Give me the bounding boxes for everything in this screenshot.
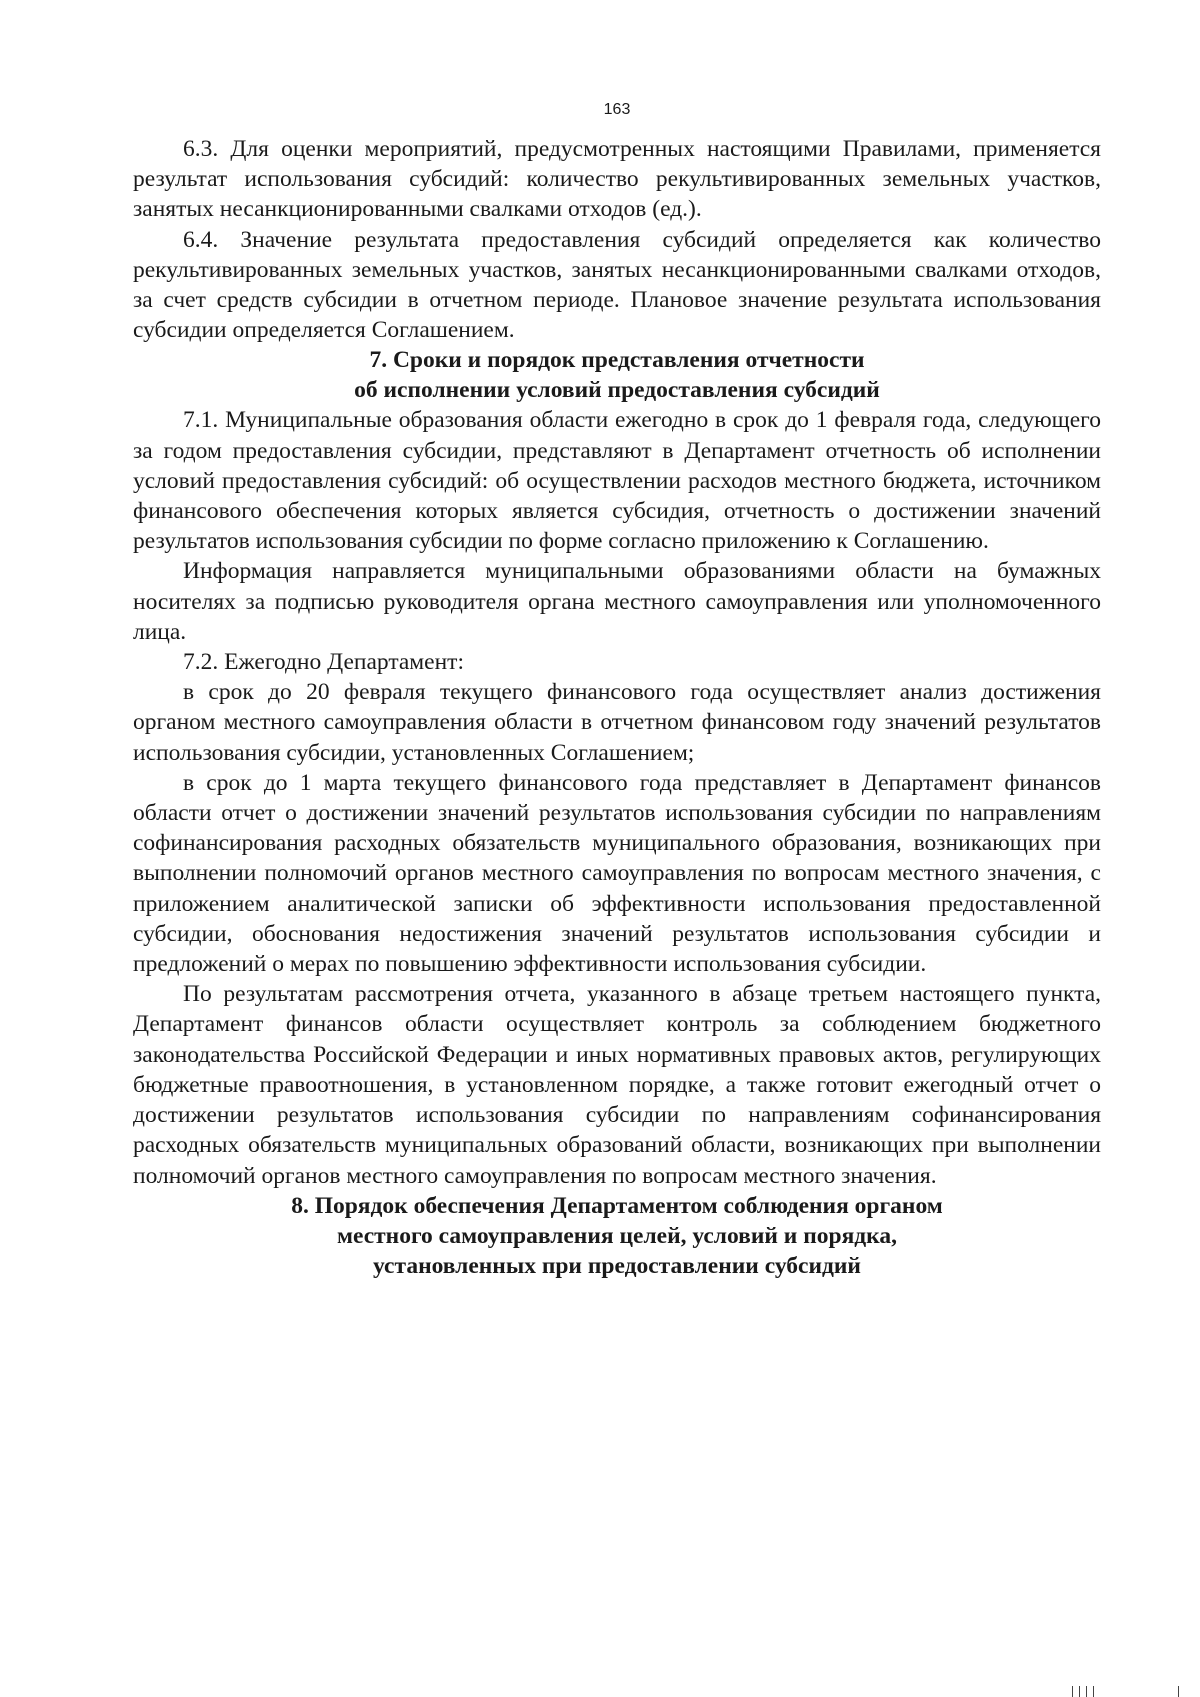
paragraph-information: Информация направляется муниципальными образованиями области на бумажных носителях за подписью руководителя органа местного самоуправления или уполномоченного лица. bbox=[133, 558, 1101, 645]
paragraph-6-3: 6.3. Для оценки мероприятий, предусмотренных настоящими Правилами, применяется результат использования субсидий: количество рекультивированных земельных участков, занятых несанкционированными свалками отходов (ед.). bbox=[133, 136, 1101, 223]
section-8-heading-line: местного самоуправления целей, условий и порядка, bbox=[336, 1222, 897, 1249]
section-7-heading-line: об исполнении условий предоставления субсидий bbox=[354, 377, 880, 404]
paragraph-7-2: 7.2. Ежегодно Департамент: bbox=[183, 649, 464, 676]
document-page bbox=[133, 100, 1101, 1281]
paragraph-6-4: 6.4. Значение результата предоставления субсидий определяется как количество рекультивированных земельных участков, занятых несанкционированными свалками отходов, за счет средств субсидии в отчетном периоде. Плановое значение результата использования субсидии определяется Соглашением. bbox=[133, 226, 1101, 344]
section-8-heading-line: установленных при предоставлении субсидий bbox=[373, 1252, 861, 1279]
section-7-heading-line: 7. Сроки и порядок представления отчетности bbox=[369, 347, 865, 374]
page-number: 163 bbox=[603, 101, 631, 118]
section-8-heading bbox=[133, 1191, 1101, 1281]
paragraph-review-results: По результатам рассмотрения отчета, указанного в абзаце третьем настоящего пункта, Департамент финансов области осуществляет контроль за соблюдением бюджетного законодательства Российской Федерации и иных нормативных правовых актов, регулирующих бюджетные правоотношения, в установленном порядке, а также готовит ежегодный отчет о достижении результатов использования субсидии по направлениям софинансирования расходных обязательств муниципальных образований области, возникающих при выполнении полномочий органов местного самоуправления по вопросам местного значения. bbox=[133, 981, 1101, 1189]
section-8-heading-line: 8. Порядок обеспечения Департаментом соблюдения органом bbox=[291, 1192, 943, 1219]
paragraph-7-1: 7.1. Муниципальные образования области ежегодно в срок до 1 февраля года, следующего за годом предоставления субсидии, представляют в Департамент отчетность об исполнении условий предоставления субсидий: об осуществлении расходов местного бюджета, источником финансового обеспечения которых является субсидия, отчетность о достижении значений результатов использования субсидии по форме согласно приложению к Соглашению. bbox=[133, 407, 1101, 555]
paragraph-mar-1: в срок до 1 марта текущего финансового года представляет в Департамент финансов области отчет о достижении значений результатов использования субсидии по направлениям софинансирования расходных обязательств муниципального образования, возникающих при выполнении полномочий органов местного самоуправления по вопросам местного значения, с приложением аналитической записки об эффективности использования предоставленной субсидии, обоснования недостижения значений результатов использования субсидии и предложений о мерах по повышению эффективности использования субсидии. bbox=[133, 769, 1101, 978]
paragraph-feb-20: в срок до 20 февраля текущего финансового года осуществляет анализ достижения органом местного самоуправления области в отчетном финансовом году значений результатов использования субсидии, установленных Соглашением; bbox=[133, 679, 1101, 766]
section-7-heading bbox=[133, 345, 1101, 405]
scan-edge-marks bbox=[1070, 1684, 1180, 1697]
